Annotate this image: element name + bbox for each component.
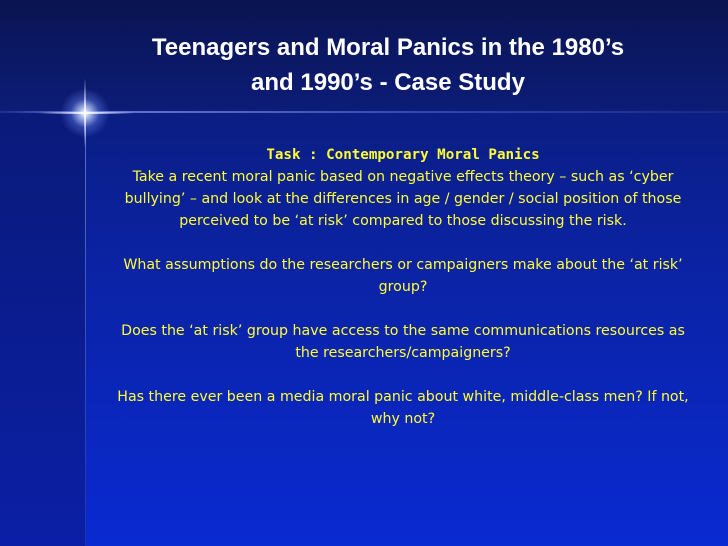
left-accent-bar — [0, 112, 86, 546]
title-line-2: and 1990’s - Case Study — [251, 69, 525, 96]
question-3: Has there ever been a media moral panic about white, middle-class men? If not, why not? — [117, 389, 689, 427]
star-ray-horizontal — [38, 112, 134, 114]
vertical-divider — [85, 112, 86, 546]
title-line-1: Teenagers and Moral Panics in the 1980’s — [151, 34, 625, 61]
spacer — [112, 298, 694, 320]
slide-title — [80, 30, 696, 100]
spacer — [112, 364, 694, 386]
slide-body — [112, 144, 694, 430]
spacer — [112, 232, 694, 254]
task-heading: Task : Contemporary Moral Panics — [266, 147, 540, 163]
question-1: What assumptions do the researchers or campaigners make about the ‘at risk’ group? — [123, 257, 683, 295]
question-2: Does the ‘at risk’ group have access to the same communications resources as the researchers/campaigners? — [121, 323, 685, 361]
task-text: Take a recent moral panic based on negative effects theory – such as ‘cyber bullying’ – and look at the differences in age / gender / social position of those perceived to be ‘at risk’ compared to those discussing the risk. — [124, 169, 682, 229]
